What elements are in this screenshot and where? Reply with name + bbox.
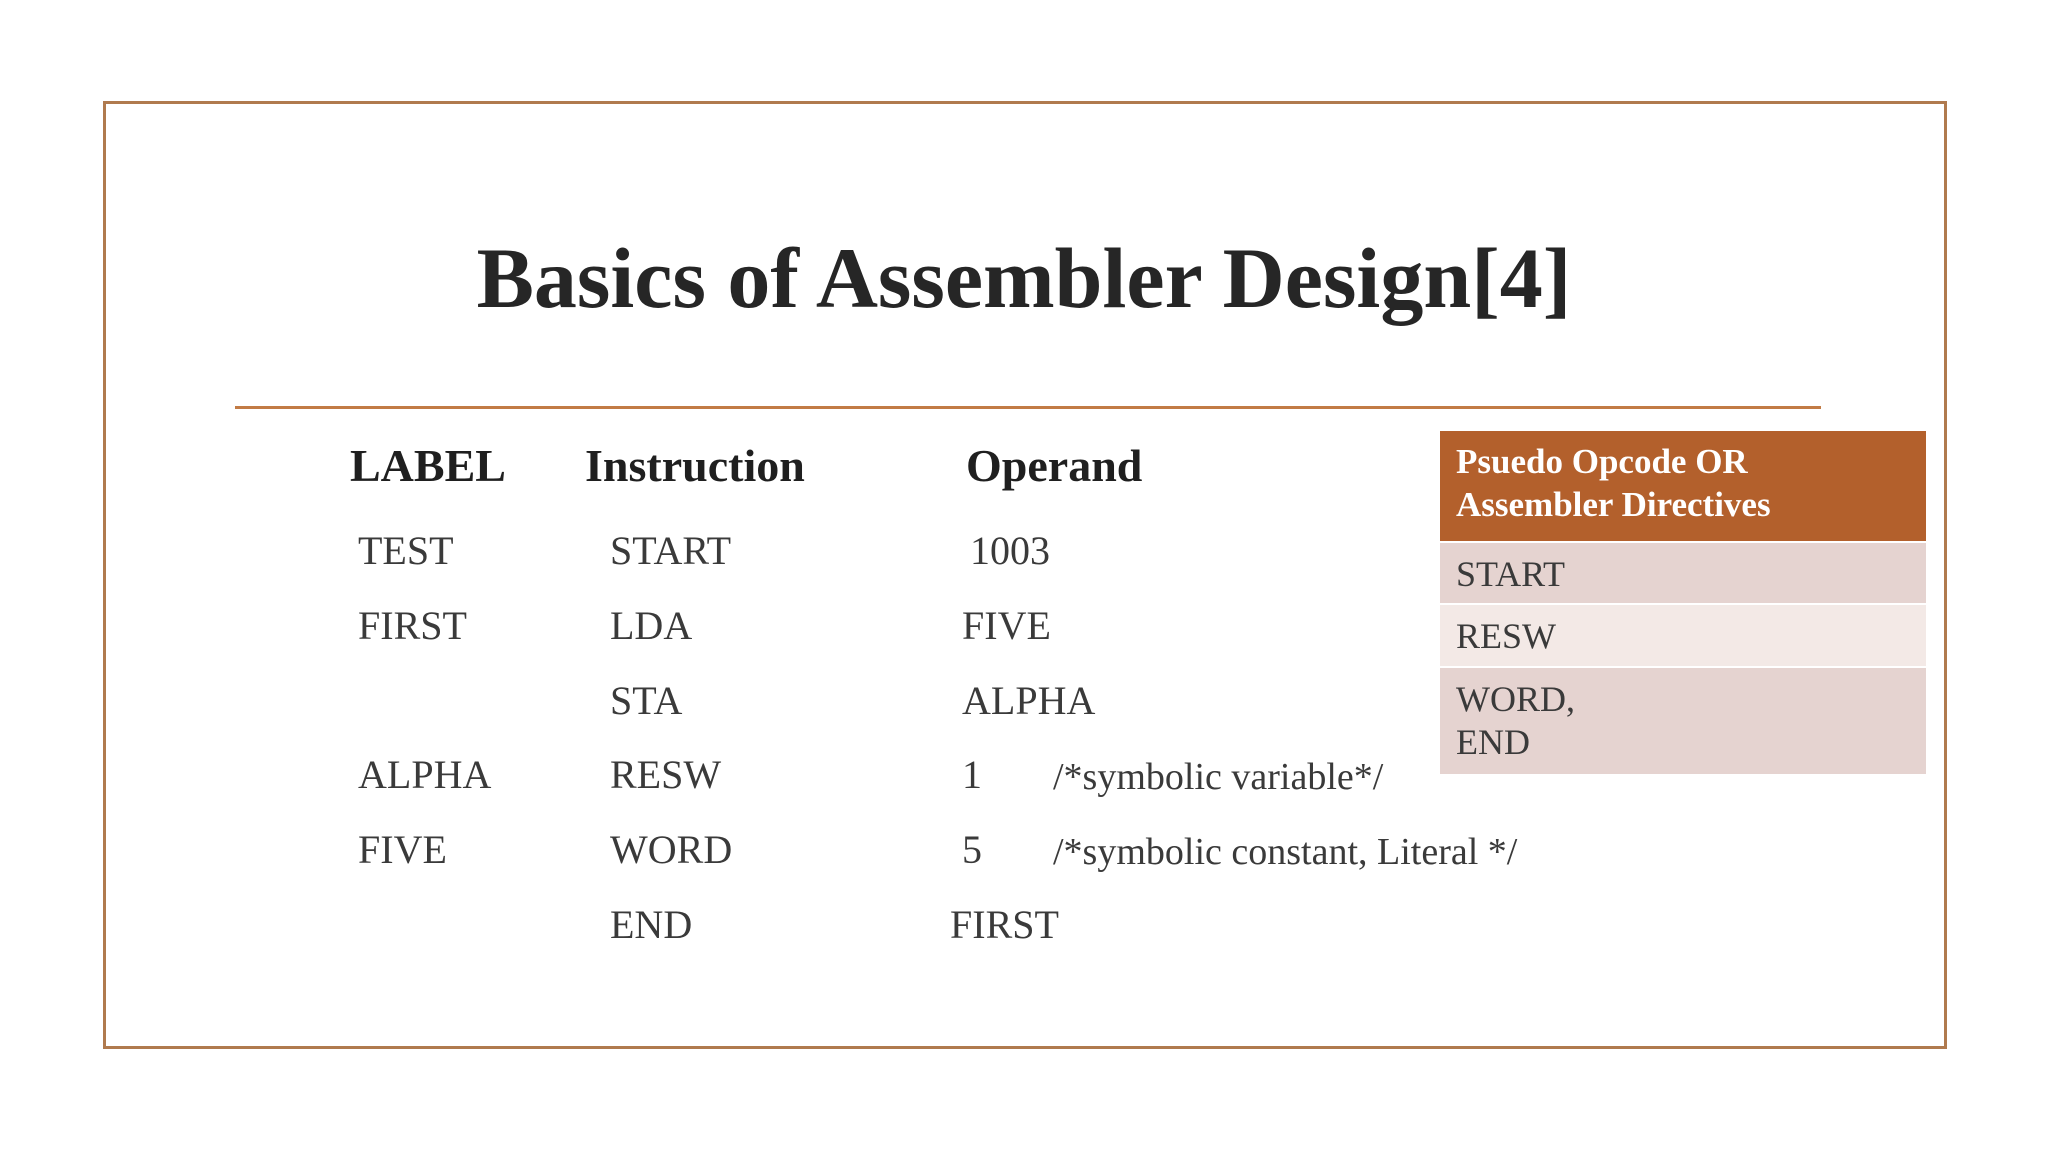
directive-start-label: START xyxy=(1456,554,1565,594)
row-4-label: ALPHA xyxy=(358,752,492,797)
row-5-label: FIVE xyxy=(358,827,447,872)
directive-word-end xyxy=(1440,666,1926,774)
directives-header-line1: Psuedo Opcode OR xyxy=(1456,442,1748,481)
header-label: LABEL xyxy=(350,440,506,491)
directive-end-label: END xyxy=(1456,722,1530,762)
row-2-label: FIRST xyxy=(358,603,467,648)
row-6-operand: FIRST xyxy=(950,902,1059,947)
row-5-operand: 5 xyxy=(962,827,982,872)
directive-resw xyxy=(1440,603,1926,666)
row-4-instruction: RESW xyxy=(610,752,722,797)
title-divider xyxy=(235,406,1821,409)
row-3-instruction: STA xyxy=(610,678,683,723)
row-4-operand: 1 xyxy=(962,752,982,797)
row-2-instruction: LDA xyxy=(610,603,693,648)
row-1-instruction: START xyxy=(610,528,732,573)
directives-header-line2: Assembler Directives xyxy=(1456,485,1771,524)
directive-word-label: WORD, xyxy=(1456,679,1575,719)
row-6-instruction: END xyxy=(610,902,693,947)
directive-start xyxy=(1440,541,1926,603)
directives-box xyxy=(1440,431,1926,774)
header-instruction: Instruction xyxy=(585,440,805,491)
directive-resw-label: RESW xyxy=(1456,616,1557,656)
slide-title: Basics of Assembler Design[4] xyxy=(476,230,1572,326)
row-1-label: TEST xyxy=(358,528,454,573)
row-4-comment: /*symbolic variable*/ xyxy=(1053,756,1384,798)
row-5-comment: /*symbolic constant, Literal */ xyxy=(1053,831,1518,873)
row-5-instruction: WORD xyxy=(610,827,733,872)
header-operand: Operand xyxy=(966,440,1143,491)
directives-header xyxy=(1440,431,1926,541)
row-2-operand: FIVE xyxy=(962,603,1051,648)
row-1-operand: 1003 xyxy=(970,528,1050,573)
row-3-operand: ALPHA xyxy=(962,678,1096,723)
